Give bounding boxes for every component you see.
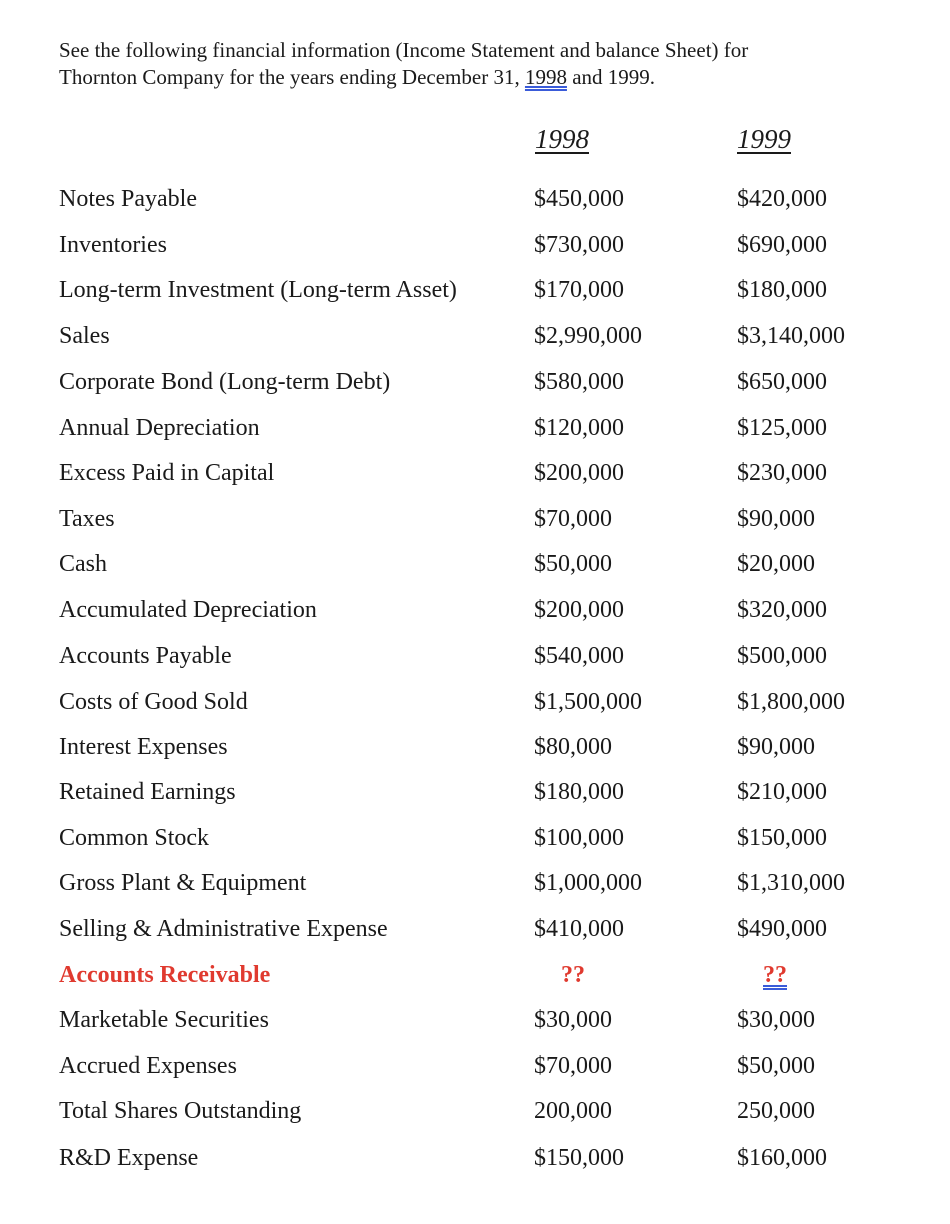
row-label: Taxes <box>59 506 115 532</box>
value-1999: $90,000 <box>737 734 815 760</box>
value-1998: 200,000 <box>534 1098 612 1124</box>
table-row <box>0 1143 950 1173</box>
table-row <box>0 732 950 762</box>
value-1998: $410,000 <box>534 916 624 942</box>
table-row <box>0 914 950 944</box>
intro-line-2-post: and 1999. <box>566 65 656 89</box>
table-row <box>0 504 950 534</box>
value-1998: $1,500,000 <box>534 689 642 715</box>
value-1999: $180,000 <box>737 277 827 303</box>
row-label: Cash <box>59 551 107 577</box>
value-1999: $490,000 <box>737 916 827 942</box>
value-1998: ?? <box>561 962 585 988</box>
table-row <box>0 230 950 260</box>
value-1998: $30,000 <box>534 1007 612 1033</box>
value-1998: $2,990,000 <box>534 323 642 349</box>
table-row <box>0 1096 950 1126</box>
table-row <box>0 367 950 397</box>
value-1998: $70,000 <box>534 1053 612 1079</box>
value-1999: 250,000 <box>737 1098 815 1124</box>
value-1998: $540,000 <box>534 643 624 669</box>
value-1998: $1,000,000 <box>534 870 642 896</box>
row-label: Accounts Payable <box>59 643 232 669</box>
row-label: Annual Depreciation <box>59 415 260 441</box>
table-row <box>0 275 950 305</box>
value-1998: $70,000 <box>534 506 612 532</box>
value-1998: $100,000 <box>534 825 624 851</box>
row-label: Long-term Investment (Long-term Asset) <box>59 277 457 303</box>
row-label: Corporate Bond (Long-term Debt) <box>59 369 391 395</box>
intro-line-2-pre: Thornton Company for the years ending December 31, <box>59 65 525 89</box>
value-1999: $125,000 <box>737 415 827 441</box>
row-label: Selling & Administrative Expense <box>59 916 388 942</box>
row-label: Common Stock <box>59 825 210 851</box>
row-label: Inventories <box>59 232 167 258</box>
row-label: Retained Earnings <box>59 779 236 805</box>
value-1999: ?? <box>763 962 787 988</box>
row-label: Accumulated Depreciation <box>59 597 317 623</box>
value-1998: $580,000 <box>534 369 624 395</box>
value-1998: $170,000 <box>534 277 624 303</box>
column-header-1999: 1999 <box>737 124 791 154</box>
value-1998: $50,000 <box>534 551 612 577</box>
table-row <box>0 184 950 214</box>
row-label: Costs of Good Sold <box>59 689 248 715</box>
value-1999: $230,000 <box>737 460 827 486</box>
value-1998: $730,000 <box>534 232 624 258</box>
table-row <box>0 595 950 625</box>
value-1999: $30,000 <box>737 1007 815 1033</box>
table-row <box>0 777 950 807</box>
value-1999: $1,310,000 <box>737 870 845 896</box>
value-1998: $150,000 <box>534 1145 624 1171</box>
row-label: R&D Expense <box>59 1145 199 1171</box>
value-1999: $150,000 <box>737 825 827 851</box>
table-row <box>0 1051 950 1081</box>
row-label: Gross Plant & Equipment <box>59 870 307 896</box>
table-row <box>0 687 950 717</box>
value-1999: $160,000 <box>737 1145 827 1171</box>
value-1999: $420,000 <box>737 186 827 212</box>
table-row <box>0 1005 950 1035</box>
row-label: Accrued Expenses <box>59 1053 237 1079</box>
value-1998: $120,000 <box>534 415 624 441</box>
value-1999: $500,000 <box>737 643 827 669</box>
value-1999: $3,140,000 <box>737 323 845 349</box>
row-label: Accounts Receivable <box>59 962 271 988</box>
value-1998: $450,000 <box>534 186 624 212</box>
value-1999: $690,000 <box>737 232 827 258</box>
intro-line-1: See the following financial information (Income Statement and balance Sheet) for <box>59 38 749 62</box>
table-row <box>0 823 950 853</box>
value-1999: $1,800,000 <box>737 689 845 715</box>
value-1998: $200,000 <box>534 460 624 486</box>
column-header-1998: 1998 <box>535 124 589 154</box>
value-1999: $650,000 <box>737 369 827 395</box>
intro-paragraph <box>59 37 919 91</box>
intro-year-underlined: 1998 <box>524 65 567 89</box>
table-row <box>0 960 950 990</box>
value-1999: $90,000 <box>737 506 815 532</box>
value-1999: $320,000 <box>737 597 827 623</box>
value-1998: $80,000 <box>534 734 612 760</box>
table-row <box>0 641 950 671</box>
intro-line-2 <box>59 64 919 91</box>
row-label: Total Shares Outstanding <box>59 1098 302 1124</box>
table-row <box>0 549 950 579</box>
row-label: Notes Payable <box>59 186 197 212</box>
value-1998: $200,000 <box>534 597 624 623</box>
row-label: Sales <box>59 323 110 349</box>
row-label: Marketable Securities <box>59 1007 269 1033</box>
value-1999: $20,000 <box>737 551 815 577</box>
row-label: Interest Expenses <box>59 734 228 760</box>
table-row <box>0 413 950 443</box>
row-label: Excess Paid in Capital <box>59 460 275 486</box>
table-row <box>0 321 950 351</box>
value-1999: $50,000 <box>737 1053 815 1079</box>
value-1999: $210,000 <box>737 779 827 805</box>
table-row <box>0 458 950 488</box>
value-1998: $180,000 <box>534 779 624 805</box>
table-row <box>0 868 950 898</box>
